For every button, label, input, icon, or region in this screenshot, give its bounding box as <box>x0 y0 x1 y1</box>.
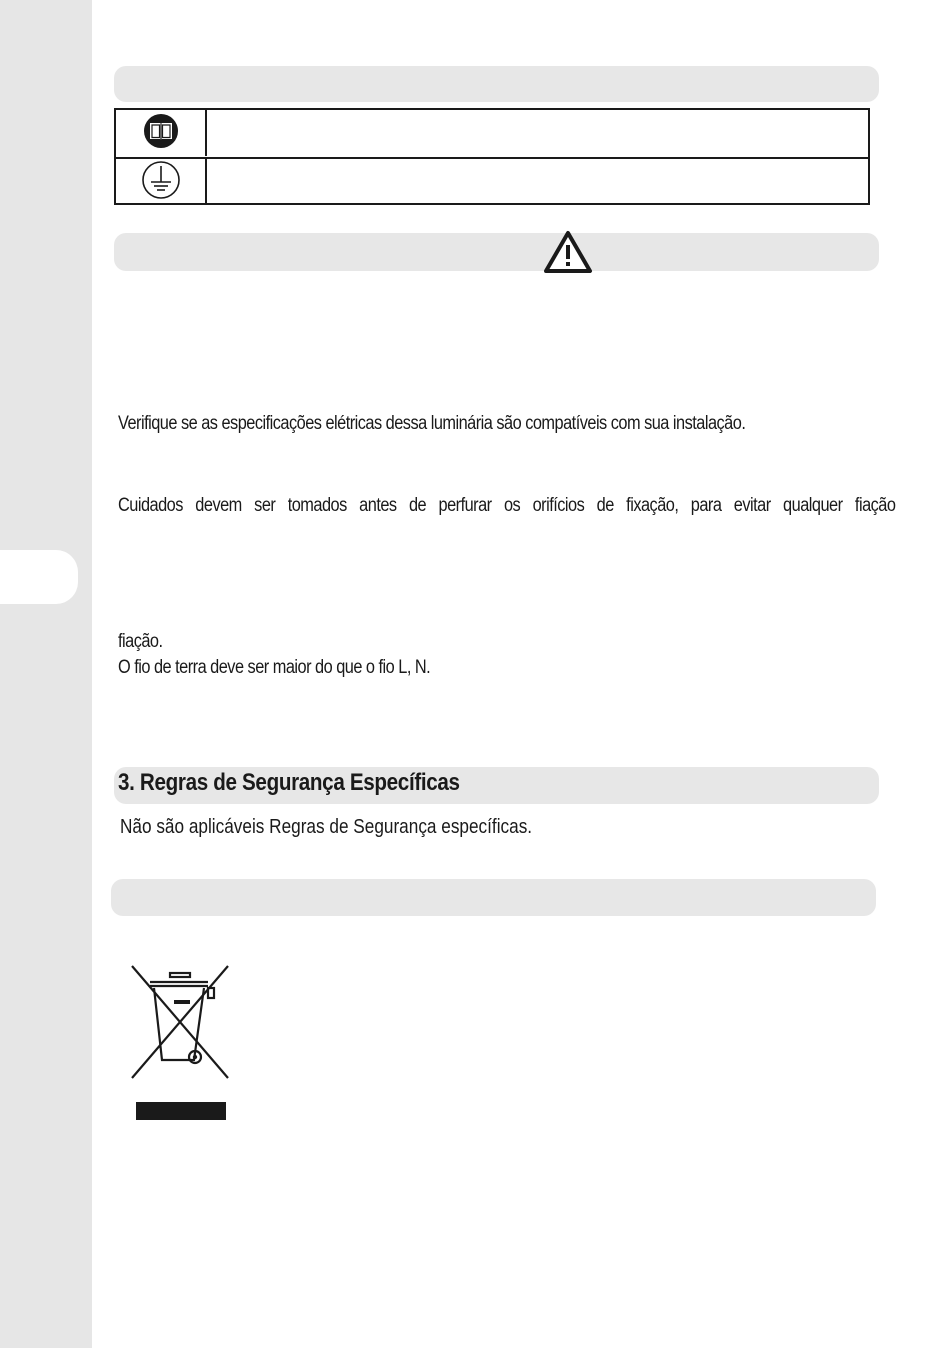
electrical-spec-text: Verifique se as especificações elétricas dessa luminária são compatíveis com sua instalação. <box>118 413 746 434</box>
section-bar-environment <box>111 879 876 916</box>
drilling-warning-text <box>118 495 895 517</box>
fiacao-text: fiação. <box>118 631 163 652</box>
read-manual-icon <box>143 113 179 154</box>
symbol-row-manual <box>116 110 868 156</box>
word: devem <box>195 495 242 516</box>
word: evitar <box>733 495 771 516</box>
page-left-margin <box>0 0 92 1348</box>
crossed-out-wheelie-bin-icon <box>128 962 232 1087</box>
symbols-table <box>114 108 870 205</box>
word: antes <box>359 495 397 516</box>
protective-earth-icon <box>141 160 181 205</box>
section-bar-warnings <box>114 233 879 271</box>
word: fiação <box>854 495 896 516</box>
section-bar-symbols <box>114 66 879 102</box>
section-3-text: Não são aplicáveis Regras de Segurança específicas. <box>120 816 533 838</box>
word: tomados <box>287 495 347 516</box>
chapter-side-tab <box>0 550 78 604</box>
word: qualquer <box>783 495 843 516</box>
word: os <box>503 495 521 516</box>
weee-black-bar <box>136 1102 226 1120</box>
word: perfurar <box>438 495 492 516</box>
word: fixação, <box>626 495 679 516</box>
earth-wire-text: O fio de terra deve ser maior do que o fio L, N. <box>118 657 431 678</box>
word: para <box>690 495 722 516</box>
word: ser <box>254 495 276 516</box>
warning-triangle-icon <box>543 230 593 279</box>
word: orifícios <box>532 495 585 516</box>
symbol-row-earth <box>116 157 868 205</box>
word: Cuidados <box>118 495 183 516</box>
word: de <box>596 495 614 516</box>
symbol-cell <box>116 110 207 156</box>
section-3-title: 3. Regras de Segurança Específicas <box>118 769 460 796</box>
word: de <box>408 495 427 516</box>
symbol-cell <box>116 159 207 205</box>
